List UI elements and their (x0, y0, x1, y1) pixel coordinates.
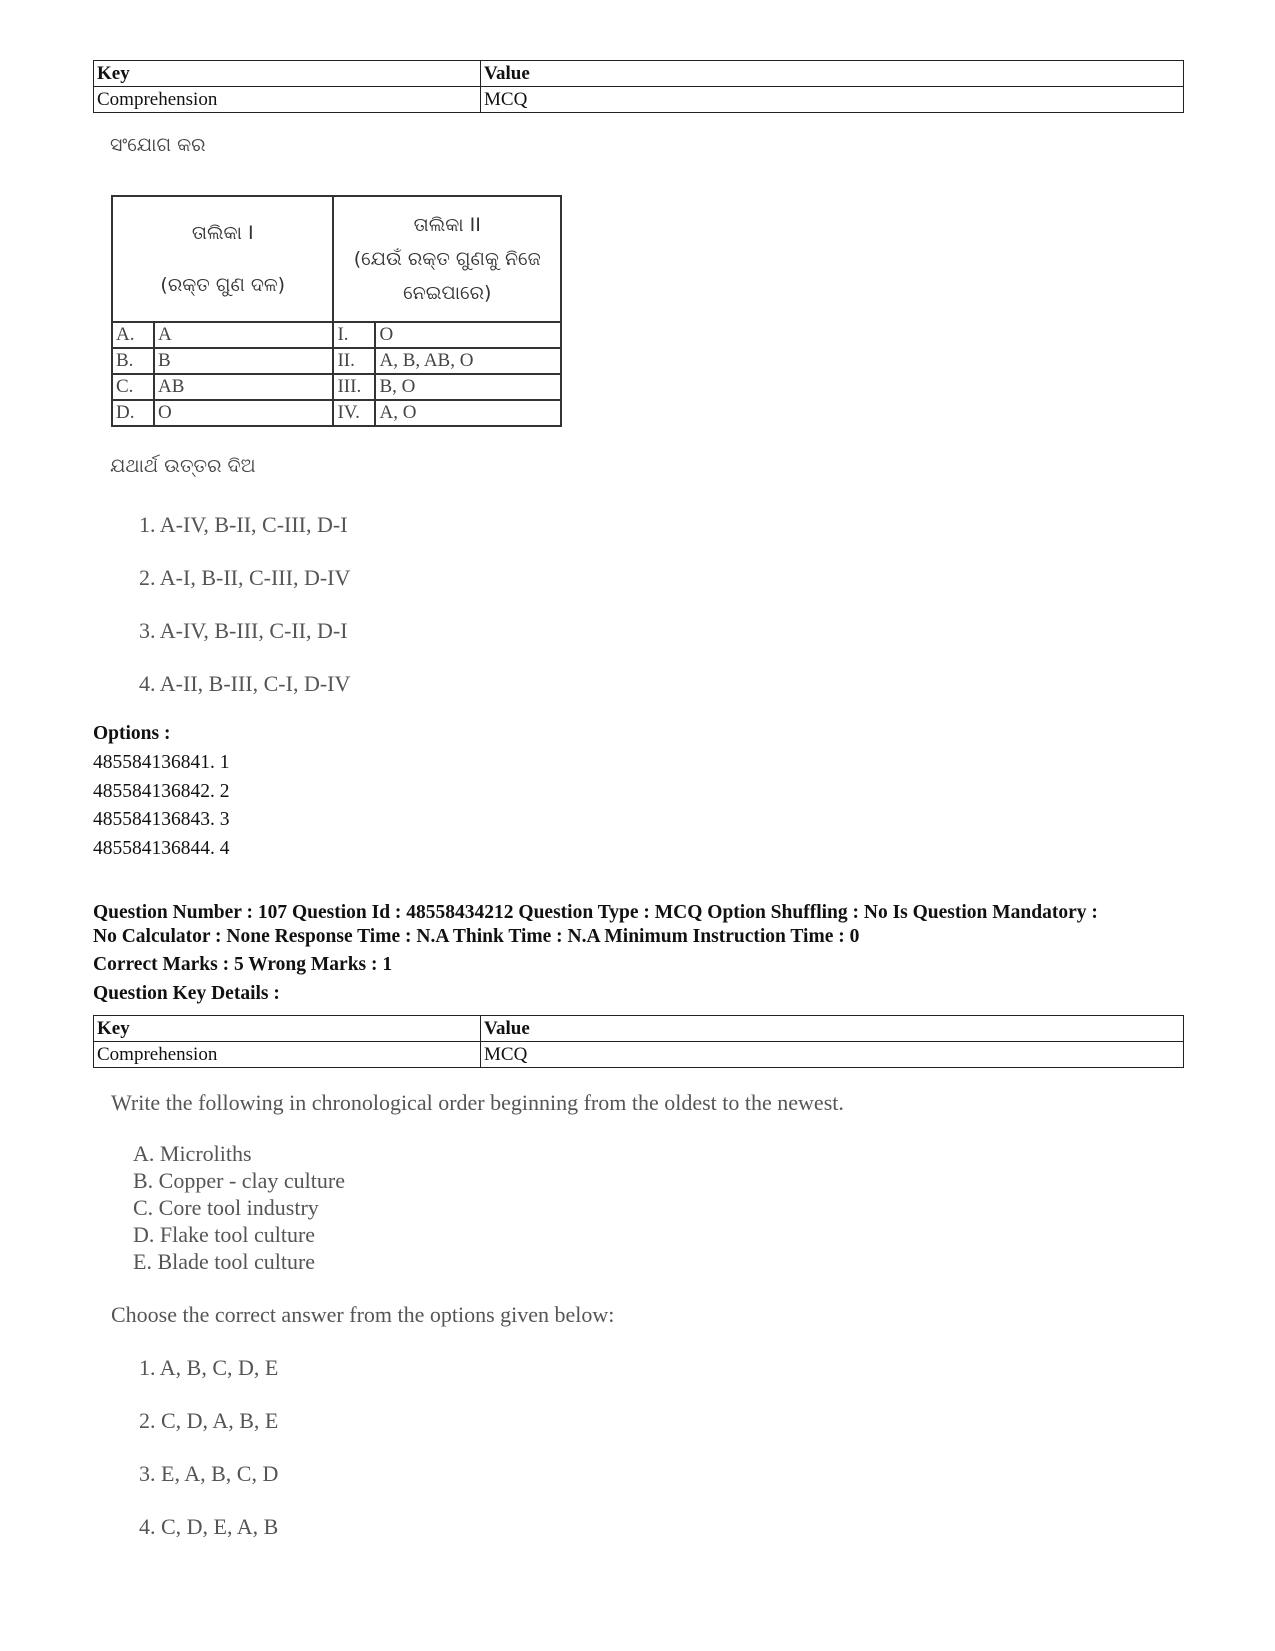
list1-value: B (154, 348, 333, 374)
marks-line: Correct Marks : 5 Wrong Marks : 1 (93, 954, 393, 975)
value-cell: MCQ (481, 1042, 1184, 1068)
question-prompt: Write the following in chronological order beginning from the oldest to the newest. (111, 1090, 844, 1115)
list1-value: O (154, 400, 333, 426)
answer-choice: 3. A-IV, B-III, C-II, D-I (139, 618, 348, 643)
list-item: E. Blade tool culture (133, 1249, 316, 1274)
question-instruction: ଯଥାର୍ଥ ଉତ୍ତର ଦିଅ (110, 455, 256, 477)
answer-choice: 2. A-I, B-II, C-III, D-IV (139, 565, 351, 590)
table-header-row (94, 61, 1184, 87)
question-meta-line1: Question Number : 107 Question Id : 48558434212 Question Type : MCQ Option Shuffling : No Is Question Mandatory : (93, 902, 1098, 923)
table-header-row (94, 1016, 1184, 1042)
option-item: 485584136841. 1 (93, 752, 230, 773)
value-header: Value (481, 61, 1184, 87)
list2-value: O (375, 322, 561, 348)
key-cell: Comprehension (94, 1042, 481, 1068)
list1-label: D. (112, 400, 154, 426)
list1-label: B. (112, 348, 154, 374)
match-table-header (112, 196, 561, 322)
key-details-label: Question Key Details : (93, 983, 280, 1004)
list1-subtitle: (ରକ୍ତ ଗୁଣ ଦଳ) (160, 274, 286, 296)
list-item: C. Core tool industry (133, 1195, 319, 1220)
answer-choice: 1. A, B, C, D, E (139, 1355, 279, 1380)
list1-value: AB (154, 374, 333, 400)
list2-subtitle-line1: (ଯେଉଁ ରକ୍ତ ଗୁଣକୁ ନିଜେ (353, 248, 541, 270)
question-prompt: ସଂଯୋଗ କର (110, 134, 206, 156)
list1-label: C. (112, 374, 154, 400)
match-table (111, 195, 562, 427)
question-instruction: Choose the correct answer from the options given below: (111, 1302, 615, 1327)
key-value-table (93, 60, 1184, 113)
list2-value: A, O (375, 400, 561, 426)
list2-header (333, 196, 561, 322)
table-row (94, 87, 1184, 113)
list1-label: A. (112, 322, 154, 348)
answer-choice: 1. A-IV, B-II, C-III, D-I (139, 512, 348, 537)
key-cell: Comprehension (94, 87, 481, 113)
list2-value: B, O (375, 374, 561, 400)
list1-header (112, 196, 333, 322)
list-item: A. Microliths (133, 1141, 252, 1166)
option-item: 485584136844. 4 (93, 838, 230, 859)
list1-value: A (154, 322, 333, 348)
key-header: Key (94, 61, 481, 87)
list-item: D. Flake tool culture (133, 1222, 316, 1247)
options-label: Options : (93, 723, 171, 744)
list2-label: III. (333, 374, 375, 400)
match-row (112, 374, 561, 400)
option-item: 485584136843. 3 (93, 809, 230, 830)
list2-title: ତାଲିକା II (413, 214, 481, 236)
answer-choice: 2. C, D, A, B, E (139, 1408, 279, 1433)
key-header: Key (94, 1016, 481, 1042)
match-row (112, 400, 561, 426)
list2-label: IV. (333, 400, 375, 426)
list2-subtitle-line2: ନେଇପାରେ) (403, 282, 492, 304)
list2-label: II. (333, 348, 375, 374)
list2-label: I. (333, 322, 375, 348)
match-row (112, 348, 561, 374)
answer-choice: 4. A-II, B-III, C-I, D-IV (139, 671, 351, 696)
value-header: Value (481, 1016, 1184, 1042)
list2-value: A, B, AB, O (375, 348, 561, 374)
list1-title: ତାଲିକା I (191, 222, 254, 244)
question-meta-line2: No Calculator : None Response Time : N.A Think Time : N.A Minimum Instruction Time : 0 (93, 926, 860, 947)
match-row (112, 322, 561, 348)
key-value-table (93, 1015, 1184, 1068)
option-item: 485584136842. 2 (93, 781, 230, 802)
answer-choice: 3. E, A, B, C, D (139, 1461, 279, 1486)
answer-choice: 4. C, D, E, A, B (139, 1514, 279, 1539)
list-item: B. Copper - clay culture (133, 1168, 345, 1193)
table-row (94, 1042, 1184, 1068)
value-cell: MCQ (481, 87, 1184, 113)
